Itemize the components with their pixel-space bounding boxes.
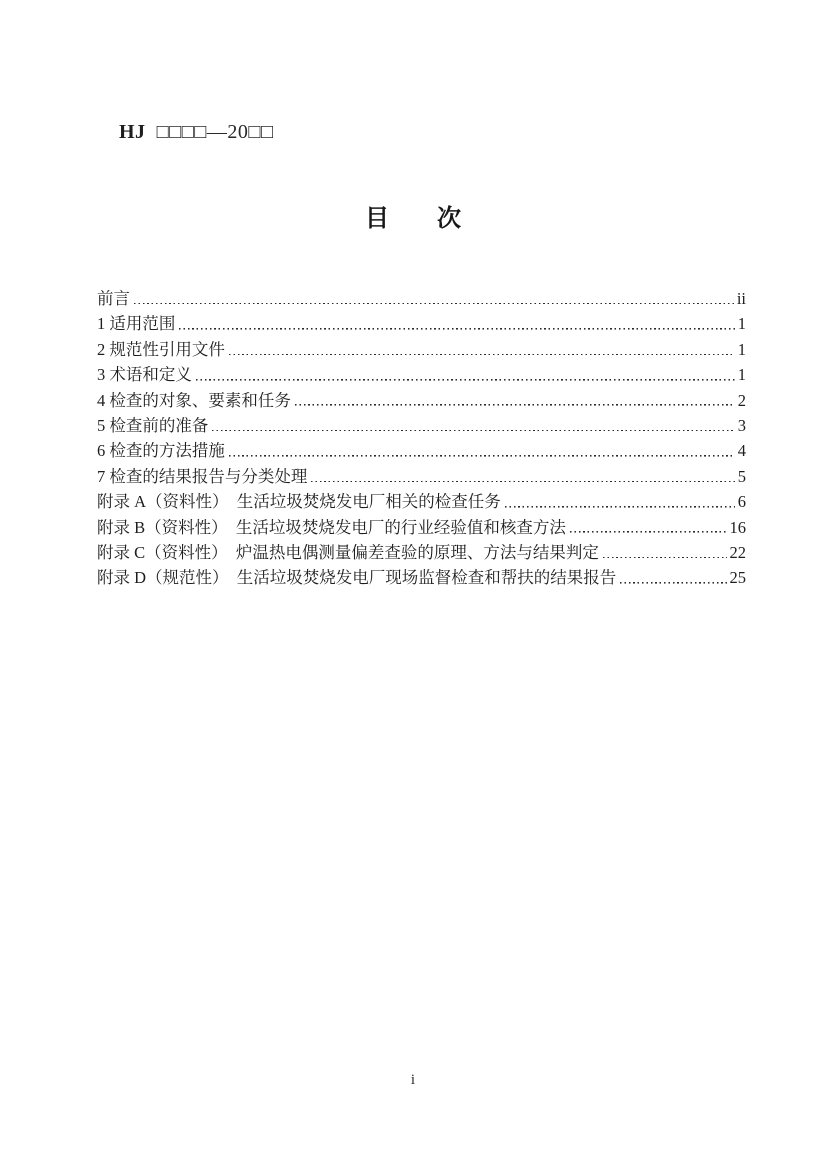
toc-entry-page: 1 — [737, 365, 746, 385]
toc-entry — [97, 361, 746, 386]
toc-entry — [97, 310, 746, 335]
toc-dot-leader — [212, 429, 734, 431]
standard-number-header — [97, 99, 274, 165]
toc-entry-label: 附录 A（资料性） 生活垃圾焚烧发电厂相关的检查任务 — [97, 492, 501, 512]
toc-dot-leader — [229, 455, 735, 457]
toc-entry — [97, 564, 746, 589]
toc-entry-page: 5 — [737, 466, 746, 486]
toc-dot-leader — [505, 506, 735, 508]
toc-entry — [97, 488, 746, 513]
toc-dot-leader — [196, 379, 735, 381]
toc-entry-page: 16 — [729, 517, 746, 537]
toc-entry-label: 附录 C（资料性） 炉温热电偶测量偏差查验的原理、方法与结果判定 — [97, 542, 599, 562]
toc-entry-label: 1 适用范围 — [97, 314, 176, 334]
toc-entry — [97, 514, 746, 539]
toc-entry-label: 6 检查的方法措施 — [97, 441, 225, 461]
toc-entry-page: 2 — [737, 390, 746, 410]
toc-entry-page: 6 — [737, 492, 746, 512]
toc-entry — [97, 387, 746, 412]
toc-entry-label: 附录 B（资料性） 生活垃圾焚烧发电厂的行业经验值和核查方法 — [97, 517, 566, 537]
toc-entry-page: 22 — [729, 542, 746, 562]
toc-dot-leader — [229, 353, 735, 355]
standard-number-placeholders: □□□□—20□□ — [145, 121, 274, 143]
toc-entry — [97, 463, 746, 488]
toc-entry — [97, 412, 746, 437]
toc-dot-leader — [134, 302, 734, 304]
toc-entry-label: 3 术语和定义 — [97, 365, 192, 385]
toc-entry-label: 4 检查的对象、要素和任务 — [97, 390, 291, 410]
toc-entry-page: 3 — [737, 415, 746, 435]
toc-dot-leader — [179, 328, 734, 330]
toc-entry-page: 25 — [729, 568, 746, 588]
page-title: 目 次 — [365, 205, 461, 232]
toc-entry — [97, 437, 746, 462]
toc-entry-label: 附录 D（规范性） 生活垃圾焚烧发电厂现场监督检查和帮扶的结果报告 — [97, 568, 617, 588]
toc-entry-page: 1 — [737, 339, 746, 359]
toc-entry-page: 1 — [737, 314, 746, 334]
toc-list — [97, 285, 746, 590]
toc-dot-leader — [620, 582, 726, 584]
toc-entry — [97, 285, 746, 310]
toc-dot-leader — [311, 480, 734, 482]
toc-entry-label: 5 检查前的准备 — [97, 415, 209, 435]
toc-entry — [97, 539, 746, 564]
toc-dot-leader — [570, 531, 727, 533]
toc-entry-page: ii — [736, 289, 746, 308]
standard-prefix: HJ — [119, 121, 146, 143]
toc-dot-leader — [295, 404, 735, 406]
toc-entry-label: 7 检查的结果报告与分类处理 — [97, 466, 308, 486]
toc-entry-label: 2 规范性引用文件 — [97, 339, 225, 359]
toc-entry — [97, 336, 746, 361]
toc-dot-leader — [603, 556, 727, 558]
page-number-footer: i — [410, 1072, 416, 1088]
toc-entry-label: 前言 — [97, 289, 130, 308]
toc-entry-page: 4 — [737, 441, 746, 461]
